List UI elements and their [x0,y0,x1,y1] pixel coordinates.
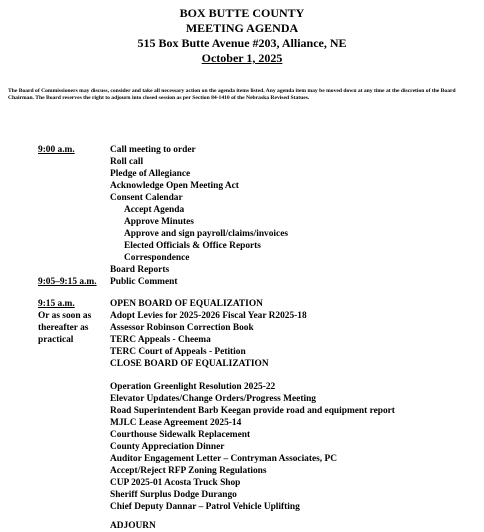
agenda-item: Courthouse Sidewalk Replacement [110,430,251,440]
agenda-item: MJLC Lease Agreement 2025-14 [110,418,242,428]
time-label-public-comment: 9:05–9:15 a.m. [38,277,97,287]
agenda-item: Roll call [110,157,144,167]
meeting-date: October 1, 2025 [201,51,283,65]
disclaimer-text: The Board of Commissioners may discuss, consider and take all necessary action on the agenda items listed. Any agenda item may be moved down at any time at the discretion of the Board Chairman. The Board reserves the right to adjourn into closed session as per Section 84-1410 of the Nebraska Revised Statues. [8,88,456,102]
agenda-item: Sheriff Surplus Dodge Durango [110,490,237,500]
agenda-item: Auditor Engagement Letter – Contryman Associates, PC [110,454,337,464]
county-name: BOX BUTTE COUNTY [179,6,305,20]
agenda-item: Elevator Updates/Change Orders/Progress Meeting [110,394,316,404]
time-label-equalization: 9:15 a.m. [38,299,75,309]
agenda-item: Consent Calendar [110,193,183,203]
agenda-item: Accept/Reject RFP Zoning Regulations [110,466,267,476]
time-label-start: 9:00 a.m. [38,145,75,155]
agenda-item: Assessor Robinson Correction Book [110,323,254,333]
time-note: thereafter as [38,323,89,333]
agenda-item: TERC Court of Appeals - Petition [110,347,246,357]
time-note: Or as soon as [38,311,92,321]
agenda-item: CLOSE BOARD OF EQUALIZATION [110,359,269,369]
agenda-item: Chief Deputy Dannar – Patrol Vehicle Uplifting [110,502,300,512]
time-note: practical [38,335,74,345]
consent-item: Approve and sign payroll/claims/invoices [124,229,288,239]
consent-item: Correspondence [124,253,190,263]
agenda-item: Road Superintendent Barb Keegan provide road and equipment report [110,406,395,416]
consent-item: Elected Officials & Office Reports [124,241,261,251]
agenda-item: Board Reports [110,265,170,275]
agenda-item: Call meeting to order [110,145,196,155]
agenda-item: Pledge of Allegiance [110,169,191,179]
agenda-item: TERC Appeals - Cheema [110,335,211,345]
agenda-item: CUP 2025-01 Acosta Truck Shop [110,478,241,488]
document-title: MEETING AGENDA [185,21,299,35]
agenda-item: Adopt Levies for 2025-2026 Fiscal Year R2025-18 [110,311,307,321]
adjourn-item: ADJOURN [110,521,156,531]
agenda-item: Operation Greenlight Resolution 2025-22 [110,382,276,392]
consent-item: Approve Minutes [124,217,194,227]
consent-item: Accept Agenda [124,205,185,215]
agenda-item: OPEN BOARD OF EQUALIZATION [110,299,263,309]
agenda-item: Public Comment [110,277,178,287]
meeting-address: 515 Box Butte Avenue #203, Alliance, NE [137,36,347,50]
agenda-item: County Appreciation Dinner [110,442,225,452]
agenda-item: Acknowledge Open Meeting Act [110,181,239,191]
